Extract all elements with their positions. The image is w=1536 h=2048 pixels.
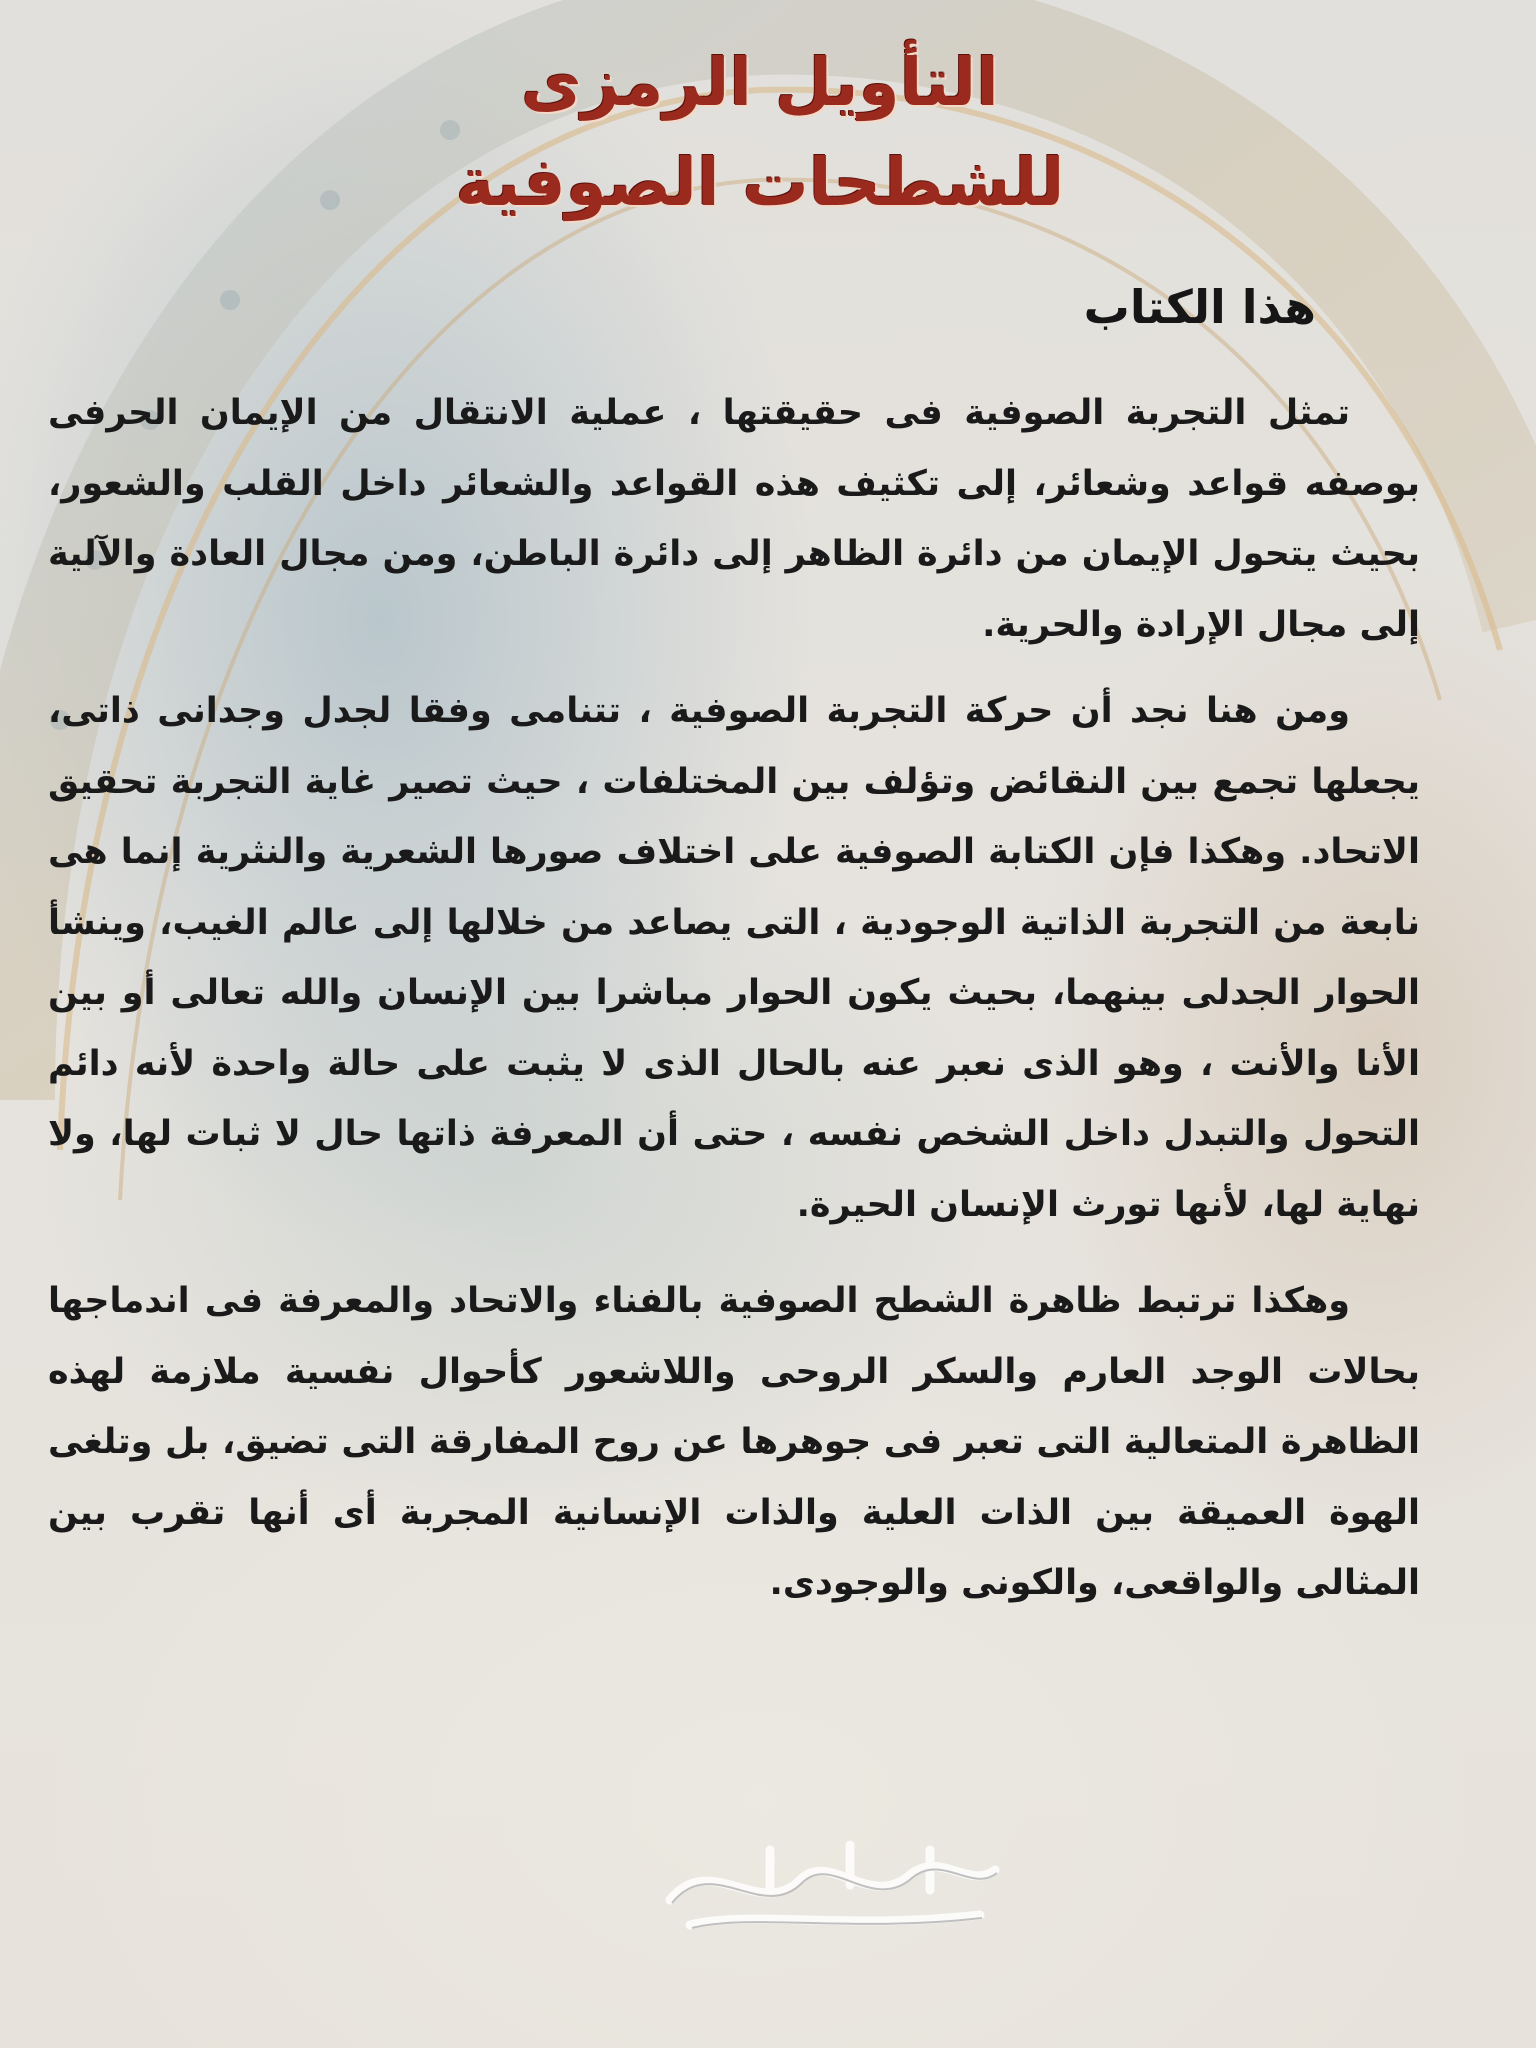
section-heading: هذا الكتاب bbox=[1083, 280, 1316, 334]
paragraph-1: تمثل التجربة الصوفية فى حقيقتها ، عملية الانتقال من الإيمان الحرفى بوصفه قواعد وشعائر، إلى تكثيف هذه القواعد والشعائر داخل القلب والشعور، بحيث يتحول الإيمان من دائرة الظاهر إلى دائرة الباطن، ومن مجال العادة والآلية إلى مجال الإرادة والحرية. bbox=[48, 393, 1420, 645]
publisher-calligraphy-logo bbox=[650, 1830, 1010, 1940]
paragraph-3: وهكذا ترتبط ظاهرة الشطح الصوفية بالفناء والاتحاد والمعرفة فى اندماجها بحالات الوجد العارم والسكر الروحى واللاشعور كأحوال نفسية ملازمة لهذه الظاهرة المتعالية التى تعبر فى جوهرها عن روح المفارقة التى تضيق، بل وتلغى الهوة العميقة بين الذات العلية والذات الإنسانية المجربة أى أنها تقرب بين المثالى والواقعى، والكونى والوجودى. bbox=[48, 1281, 1420, 1603]
book-title-line-2: للشطحات الصوفية bbox=[455, 144, 1065, 221]
book-title-line-1: التأويل الرمزى bbox=[521, 44, 999, 121]
paragraph-2: ومن هنا نجد أن حركة التجربة الصوفية ، تتنامى وفقا لجدل وجدانى ذاتى، يجعلها تجمع بين النقائض وتؤلف بين المختلفات ، حيث تصير غاية التجربة تحقيق الاتحاد. وهكذا فإن الكتابة الصوفية على اختلاف صورها الشعرية والنثرية إنما هى نابعة من التجربة الذاتية الوجودية ، التى يصاعد من خلالها إلى عالم الغيب، وينشأ الحوار الجدلى بينهما، بحيث يكون الحوار مباشرا بين الإنسان والله تعالى أو بين الأنا والأنت ، وهو الذى نعبر عنه بالحال الذى لا يثبت على حالة واحدة لأنه دائم التحول والتبدل داخل الشخص نفسه ، حتى أن المعرفة ذاتها حال لا ثبات لها، ولا نهاية لها، لأنها تورث الإنسان الحيرة. bbox=[48, 691, 1420, 1225]
book-description bbox=[48, 378, 1420, 1619]
